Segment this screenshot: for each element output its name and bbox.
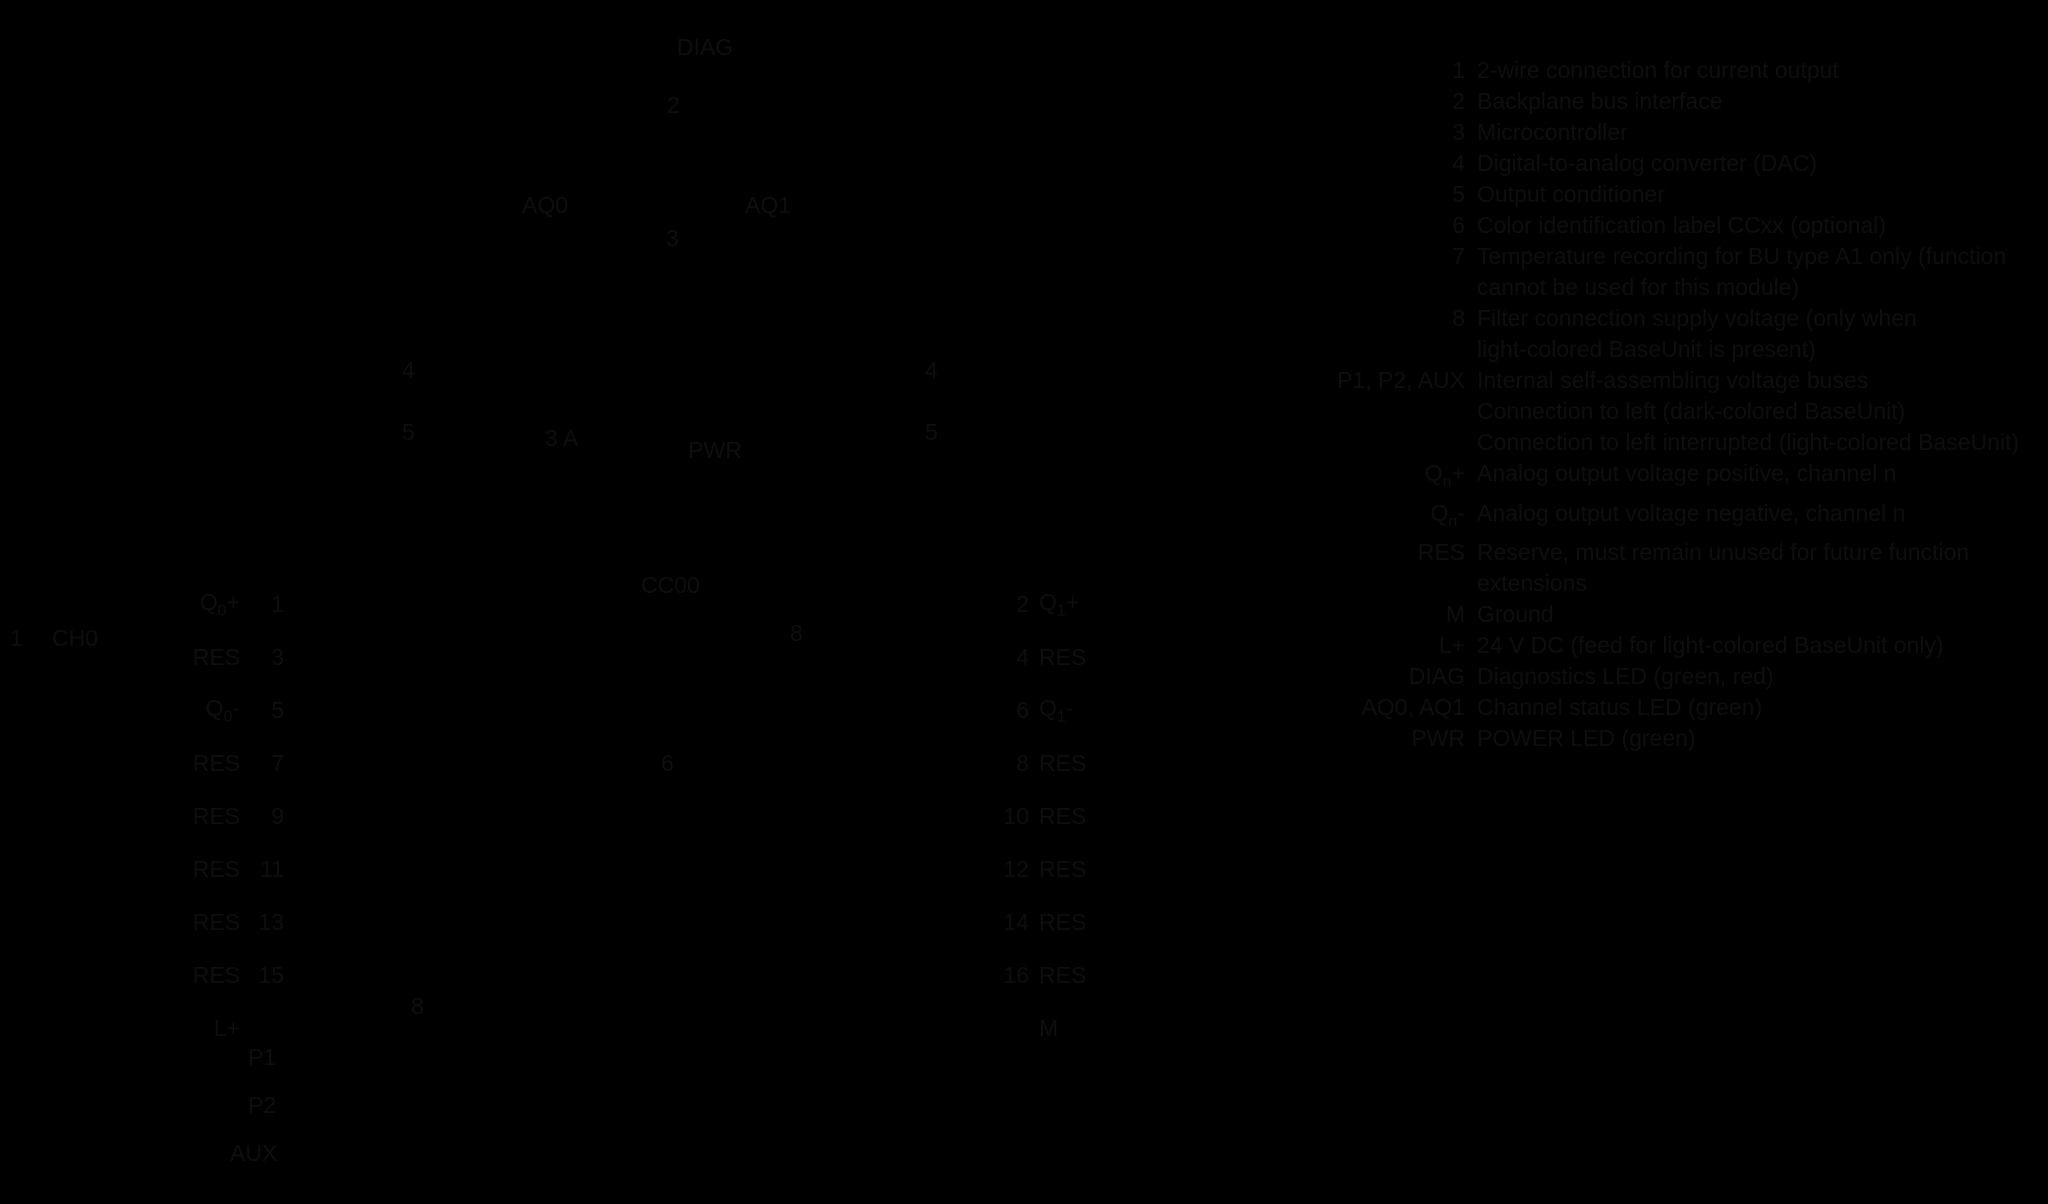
legend-line: Diagnostics LED (green, red)	[1477, 663, 1774, 690]
legend-row	[1280, 458, 2040, 498]
diag-led-label: DIAG	[676, 34, 734, 60]
legend-key: 8	[1452, 305, 1465, 331]
right-terminal-row	[995, 1002, 1119, 1055]
aq1-led-label: AQ1	[744, 192, 792, 218]
legend-line: 24 V DC (feed for light-colored BaseUnit only)	[1477, 632, 1944, 659]
terminal-number: 14	[1003, 909, 1029, 935]
legend-row	[1280, 303, 2040, 365]
terminal-number: 13	[258, 909, 284, 935]
legend-line: extensions	[1477, 570, 1587, 597]
terminal-name: RES	[192, 909, 240, 935]
legend-key: L+	[1438, 632, 1465, 659]
legend-value	[1477, 661, 2040, 692]
legend-key: $Q_n+$	[1424, 460, 1465, 491]
callout-3: 3	[666, 225, 679, 251]
terminal-name: RES	[1039, 750, 1087, 776]
legend-key: RES	[1417, 539, 1465, 566]
left-terminal-block	[160, 578, 284, 1055]
legend-value	[1477, 179, 2040, 210]
terminal-number: 12	[1003, 856, 1029, 882]
terminal-name: $Q_0+$	[199, 588, 240, 620]
left-terminal-row	[160, 578, 284, 631]
callout-1: 1	[10, 625, 23, 651]
legend-key: 4	[1452, 150, 1465, 176]
legend-line: Temperature recording for BU type A1 only (function	[1477, 243, 2007, 269]
terminal-name: L+	[213, 1015, 240, 1041]
legend-line: Reserve, must remain unused for future function	[1477, 539, 1970, 566]
legend-value	[1477, 599, 2040, 630]
legend-row	[1280, 241, 2040, 303]
legend-value	[1477, 55, 2040, 86]
right-terminal-row	[995, 578, 1119, 631]
right-terminal-row	[995, 684, 1119, 737]
left-terminal-row	[160, 949, 284, 1002]
terminal-number: 1	[271, 591, 284, 617]
legend-row	[1280, 86, 2040, 117]
right-terminal-row	[995, 896, 1119, 949]
legend-line: Connection to left interrupted (light-colored BaseUnit)	[1477, 429, 2020, 455]
left-terminal-row	[160, 896, 284, 949]
legend-line: Ground	[1477, 601, 1554, 628]
legend-value	[1477, 241, 2040, 303]
terminal-number: 16	[1003, 962, 1029, 988]
legend-line: Filter connection supply voltage (only when	[1477, 305, 1917, 331]
legend-value	[1477, 458, 2040, 489]
legend-value	[1477, 498, 2040, 529]
bus-label-p2: P2	[248, 1092, 277, 1118]
legend-key: 1	[1452, 57, 1465, 83]
legend-value	[1477, 723, 2040, 754]
right-terminal-row	[995, 737, 1119, 790]
terminal-name: RES	[1039, 803, 1087, 829]
callout-5-right: 5	[925, 419, 938, 445]
legend-row	[1280, 365, 2040, 458]
right-terminal-row	[995, 790, 1119, 843]
legend-row	[1280, 498, 2040, 538]
left-terminal-row	[160, 843, 284, 896]
terminal-name: $Q_1-$	[1039, 694, 1074, 726]
terminal-number: 3	[271, 644, 284, 670]
legend-row	[1280, 599, 2040, 630]
bus-label-aux: AUX	[230, 1140, 278, 1166]
legend-key: 2	[1452, 88, 1465, 114]
channel-0-label: CH0	[52, 625, 99, 651]
terminal-number: 5	[271, 697, 284, 723]
legend-key: M	[1445, 601, 1465, 628]
terminal-name: RES	[192, 750, 240, 776]
legend-key: P1, P2, AUX	[1337, 367, 1465, 393]
terminal-name: RES	[1039, 909, 1087, 935]
legend-key: 5	[1452, 181, 1465, 207]
legend-value	[1477, 148, 2040, 179]
terminal-name: RES	[192, 962, 240, 988]
legend-line: Analog output voltage negative, channel n	[1477, 499, 1906, 526]
legend-key: AQ0, AQ1	[1361, 694, 1465, 721]
legend-line: light-colored BaseUnit is present)	[1477, 336, 1816, 362]
callout-8-left: 8	[411, 993, 424, 1019]
current-rating-label: 3 A	[545, 425, 579, 451]
terminal-name: M	[1039, 1015, 1059, 1041]
terminal-number: 11	[260, 856, 284, 882]
legend-row	[1280, 179, 2040, 210]
legend-row	[1280, 148, 2040, 179]
legend-row	[1280, 692, 2040, 723]
terminal-number: 2	[1016, 591, 1029, 617]
terminal-number: 9	[271, 803, 284, 829]
legend-line: Microcontroller	[1477, 119, 1628, 145]
legend-line: Channel status LED (green)	[1477, 694, 1763, 721]
terminal-name: $Q_0-$	[205, 694, 240, 726]
callout-4-left: 4	[402, 357, 415, 383]
color-label-cc00: CC00	[641, 572, 700, 598]
legend-line: POWER LED (green)	[1477, 725, 1696, 752]
terminal-name: RES	[192, 803, 240, 829]
terminal-name: $Q_1+$	[1039, 588, 1080, 620]
legend-line: Analog output voltage positive, channel n	[1477, 460, 1897, 486]
terminal-number: 10	[1003, 803, 1029, 829]
legend-value	[1477, 365, 2040, 458]
right-terminal-row	[995, 949, 1119, 1002]
left-terminal-row	[160, 790, 284, 843]
terminal-number: 6	[1016, 697, 1029, 723]
legend-value	[1477, 210, 2040, 241]
legend-key: 7	[1452, 243, 1465, 269]
left-terminal-row	[160, 737, 284, 790]
right-terminal-block	[995, 578, 1119, 1055]
legend-value	[1477, 692, 2040, 723]
terminal-name: RES	[192, 856, 240, 882]
left-terminal-row	[160, 684, 284, 737]
right-terminal-row	[995, 631, 1119, 684]
terminal-name: RES	[192, 644, 240, 670]
terminal-name: RES	[1039, 856, 1087, 882]
legend-key: PWR	[1411, 725, 1465, 752]
legend-line: cannot be used for this module)	[1477, 274, 1800, 300]
legend-row	[1280, 661, 2040, 692]
legend-row	[1280, 537, 2040, 599]
legend-line: Internal self-assembling voltage buses	[1477, 367, 1869, 393]
legend-key: 3	[1452, 119, 1465, 145]
callout-4-right: 4	[925, 357, 938, 383]
legend-line: Backplane bus interface	[1477, 88, 1723, 114]
terminal-name: RES	[1039, 962, 1087, 988]
legend-key: $Q_n-$	[1430, 499, 1465, 531]
right-terminal-row	[995, 843, 1119, 896]
terminal-number: 15	[258, 962, 284, 988]
legend-row	[1280, 117, 2040, 148]
legend-row	[1280, 630, 2040, 661]
legend-line: Output conditioner	[1477, 181, 1665, 207]
callout-6: 6	[661, 750, 674, 776]
callout-5-left: 5	[402, 419, 415, 445]
legend-line: Connection to left (dark-colored BaseUnit)	[1477, 398, 1906, 424]
terminal-number: 4	[1016, 644, 1029, 670]
legend-row	[1280, 55, 2040, 86]
callout-7: 8	[790, 620, 803, 646]
legend-value	[1477, 86, 2040, 117]
callout-2: 2	[667, 92, 680, 118]
legend-line: Color identification label CCxx (optional)	[1477, 212, 1887, 238]
legend	[1280, 55, 2040, 754]
bus-label-p1: P1	[248, 1044, 277, 1070]
aq0-led-label: AQ0	[521, 192, 569, 218]
legend-line: 2-wire connection for current output	[1477, 57, 1839, 83]
left-terminal-row	[160, 631, 284, 684]
terminal-number: 8	[1016, 750, 1029, 776]
pwr-led-label: PWR	[688, 437, 742, 463]
legend-value	[1477, 537, 2040, 599]
legend-value	[1477, 303, 2040, 365]
legend-row	[1280, 723, 2040, 754]
legend-line: Digital-to-analog converter (DAC)	[1477, 150, 1818, 176]
legend-key: 6	[1452, 212, 1465, 238]
legend-row	[1280, 210, 2040, 241]
legend-value	[1477, 630, 2040, 661]
terminal-name: RES	[1039, 644, 1087, 670]
legend-value	[1477, 117, 2040, 148]
legend-key: DIAG	[1408, 663, 1465, 690]
terminal-number: 7	[271, 750, 284, 776]
